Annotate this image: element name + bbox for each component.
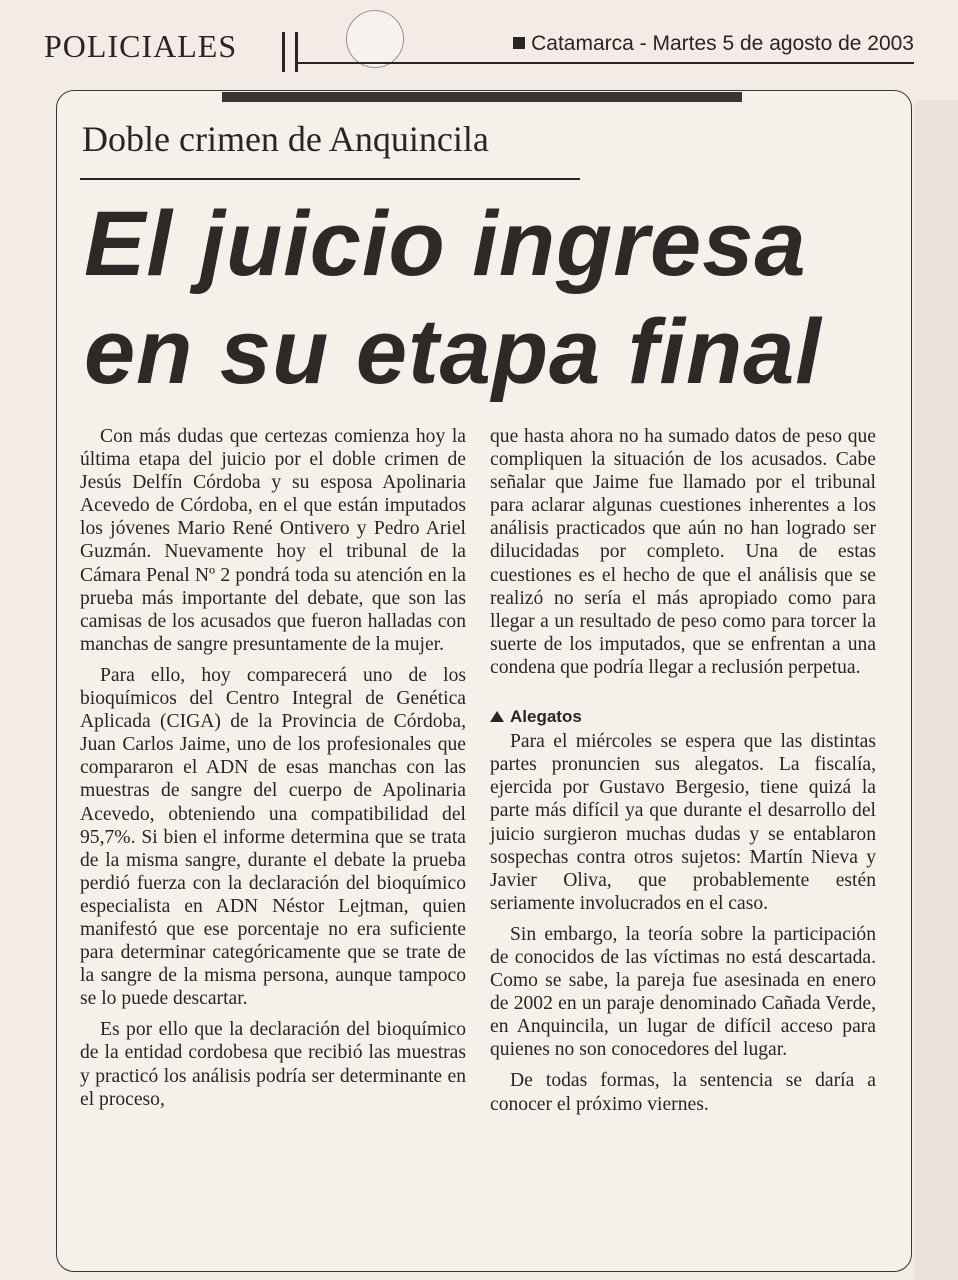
- headline-line-1: El juicio ingresa: [84, 193, 807, 295]
- article-top-band: [222, 92, 742, 102]
- dateline: [513, 32, 914, 56]
- paragraph: Es por ello que la declaración del bioquímico de la entidad cordobesa que recibió las muestras y practicó los análisis podría ser determinante en el proceso,: [80, 1019, 466, 1110]
- kicker-rule: [80, 178, 580, 180]
- paragraph: De todas formas, la sentencia se daría a conocer el próximo viernes.: [490, 1070, 876, 1115]
- header-rule: [298, 62, 914, 64]
- paragraph: Para ello, hoy comparecerá uno de los bioquímicos del Centro Integral de Genética Aplicada (CIGA) de la Provincia de Córdoba, Juan Carlos Jaime, uno de los profesionales que compararon el ADN de esas manchas con las muestras de sangre del cuerpo de Apolinaria Acevedo, obteniendo una compatibilidad del 95,7%. Si bien el informe determina que se trata de la misma sangre, durante el debate la prueba perdió fuerza con la declaración del bioquímico especialista en ADN Néstor Lejtman, quien manifestó que ese porcentaje no era suficiente para determinar categóricamente que se trate de la sangre de la misma persona, aunque tampoco se lo puede descartar.: [80, 664, 466, 1010]
- triangle-bullet-icon: [490, 711, 504, 722]
- dateline-text: Catamarca - Martes 5 de agosto de 2003: [531, 32, 914, 55]
- paragraph: Con más dudas que certezas comienza hoy la última etapa del juicio por el doble crimen de Jesús Delfín Córdoba y su esposa Apolinaria Acevedo de Córdoba, en el que están imputados los jóvenes Mario René Ontivero y Pedro Ariel Guzmán. Nuevamente hoy el tribunal de la Cámara Penal Nº 2 pondrá toda su atención en la prueba más importante del debate, que son las camisas de los acusados que fueron halladas con manchas de sangre presuntamente de la mujer.: [80, 426, 466, 655]
- kicker: Doble crimen de Anquincila: [82, 119, 489, 159]
- section-divider-bars: [282, 32, 298, 72]
- subhead-alegatos: [490, 705, 876, 728]
- square-bullet-icon: [513, 37, 525, 49]
- headline-line-2: en su etapa final: [84, 301, 822, 403]
- section-header: [44, 28, 914, 68]
- paragraph-continuation: que hasta ahora no ha sumado datos de peso que compliquen la situación de los acusados. Cabe señalar que Jaime fue llamado por el tribunal para aclarar algunas cuestiones inherentes a los análisis practicados que aún no han logrado ser dilucidadas por completo. Una de estas cuestiones es el hecho de que el análisis que se realizó no sería el más apropiado como para llegar a un resultado de peso como para torcer la suerte de los imputados, que se enfrentan a una condena que podría llegar a reclusión perpetua.: [490, 426, 876, 678]
- paragraph: Sin embargo, la teoría sobre la participación de conocidos de las víctimas no está descartada. Como se sabe, la pareja fue asesinada en enero de 2002 en un paraje denominado Cañada Verde, en Anquincila, un lugar de difícil acceso para quienes no son conocedores del lugar.: [490, 923, 876, 1061]
- headline: [84, 190, 904, 406]
- punch-hole: [346, 10, 404, 68]
- column-left: [80, 425, 466, 1119]
- adjacent-page-edge: [914, 100, 958, 1280]
- subhead-label: Alegatos: [510, 707, 582, 727]
- paragraph: Para el miércoles se espera que las distintas partes pronuncien sus alegatos. La fiscalía, ejercida por Gustavo Bergesio, tiene quizá la parte más difícil ya que durante el desarrollo del juicio surgieron muchas dudas y se entablaron sospechas contra otros sujetos: Martín Nieva y Javier Oliva, que probablemente estén seriamente involucrados en el caso.: [490, 731, 876, 914]
- column-right: [490, 425, 876, 1124]
- section-title: POLICIALES: [44, 28, 238, 64]
